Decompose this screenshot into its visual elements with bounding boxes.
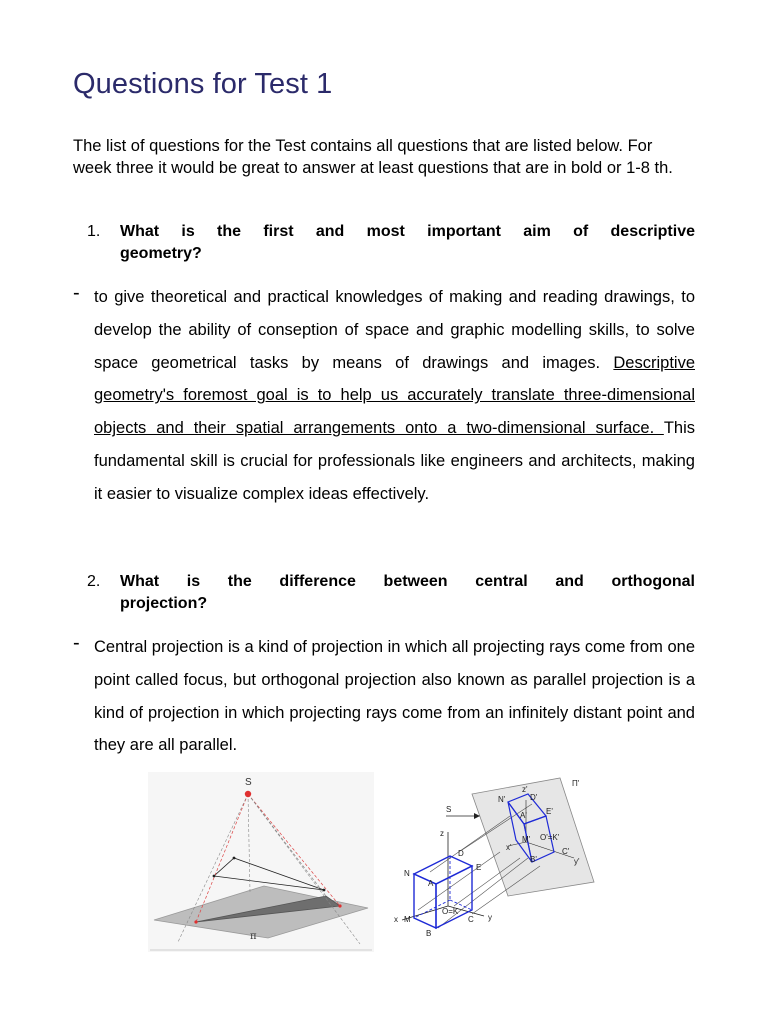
answer-text-part: This fundamental skill is crucial for professionals like engineers and architects, making it easier to visualize complex ideas effectively. xyxy=(94,419,695,503)
point-label-m: M xyxy=(404,915,411,924)
answer-text-part: to give theoretical and practical knowledges of making and reading drawings, to develop the ability of conseption of space and graphic modelling skills, to solve space geometrical tasks by means of drawings and images. xyxy=(94,288,695,372)
direction-label: S xyxy=(446,805,452,814)
point-label-ok: O=K xyxy=(442,907,459,916)
answer-text: Central projection is a kind of projection in which all projecting rays come from one point called focus, but orthogonal projection also known as parallel projection is a kind of projection in which projecting rays come from an infinitely distant point and they are all parallel. xyxy=(94,638,695,755)
axis-y-label: y xyxy=(488,913,492,922)
center-label: S xyxy=(245,777,252,788)
point-label-b-prime: B' xyxy=(530,855,537,864)
question-text-line: What is the first and most important aim of descriptive xyxy=(120,223,695,240)
point-label-c-prime: C' xyxy=(562,847,570,856)
point-label-a: A xyxy=(428,879,434,888)
answer-2 xyxy=(73,631,695,762)
axis-x-prime-label: x' xyxy=(506,843,512,852)
answer-dash: - xyxy=(73,282,80,304)
axis-x-label: x xyxy=(394,915,398,924)
point-label-d: D xyxy=(458,849,464,858)
vertex-point xyxy=(213,875,216,878)
question-number: 1. xyxy=(87,223,101,240)
axis-y-prime-label: y' xyxy=(574,857,580,866)
vertex-point xyxy=(323,889,326,892)
axis-z-label: z xyxy=(440,829,444,838)
page-title: Questions for Test 1 xyxy=(73,68,333,100)
question-text xyxy=(120,571,695,614)
vertex-point xyxy=(233,857,236,860)
projected-point xyxy=(338,904,341,907)
answer-underlined-text: Descriptive geometry's foremost goal is to help us accurately translate three-dimensional objects and their spatial arrangements onto a two-dimensional surface. xyxy=(94,353,695,438)
point-label-m-prime: M' xyxy=(522,835,531,844)
center-point xyxy=(245,791,251,797)
point-label-a-prime: A' xyxy=(520,811,527,820)
question-number: 2. xyxy=(87,573,101,590)
point-label-e: E xyxy=(476,863,482,872)
question-1 xyxy=(87,221,695,264)
point-label-c: C xyxy=(468,915,474,924)
point-label-b: B xyxy=(426,929,432,938)
point-label-ok-prime: O'=K' xyxy=(540,833,560,842)
point-label-n: N xyxy=(404,869,410,878)
question-text xyxy=(120,221,695,264)
question-text-line: geometry? xyxy=(120,244,202,262)
central-projection-figure xyxy=(148,772,374,952)
plane-label: π xyxy=(250,931,257,942)
answer-text xyxy=(94,281,695,511)
plane-label: Π' xyxy=(572,779,580,788)
intro-paragraph: The list of questions for the Test contains all questions that are listed below. For week three it would be great to answer at least questions that are in bold or 1-8 th. xyxy=(73,137,673,177)
point-label-e-prime: E' xyxy=(546,807,553,816)
question-2 xyxy=(87,571,695,614)
point-label-n-prime: N' xyxy=(498,795,506,804)
orthogonal-projection-figure xyxy=(390,772,606,940)
answer-dash: - xyxy=(73,632,80,654)
question-text-line: What is the difference between central and orthogonal xyxy=(120,573,695,590)
projected-point xyxy=(194,920,197,923)
answer-1 xyxy=(73,281,695,511)
axis-z-prime-label: z' xyxy=(522,785,528,794)
point-label-d-prime: D' xyxy=(530,793,538,802)
question-text-line: projection? xyxy=(120,594,208,612)
